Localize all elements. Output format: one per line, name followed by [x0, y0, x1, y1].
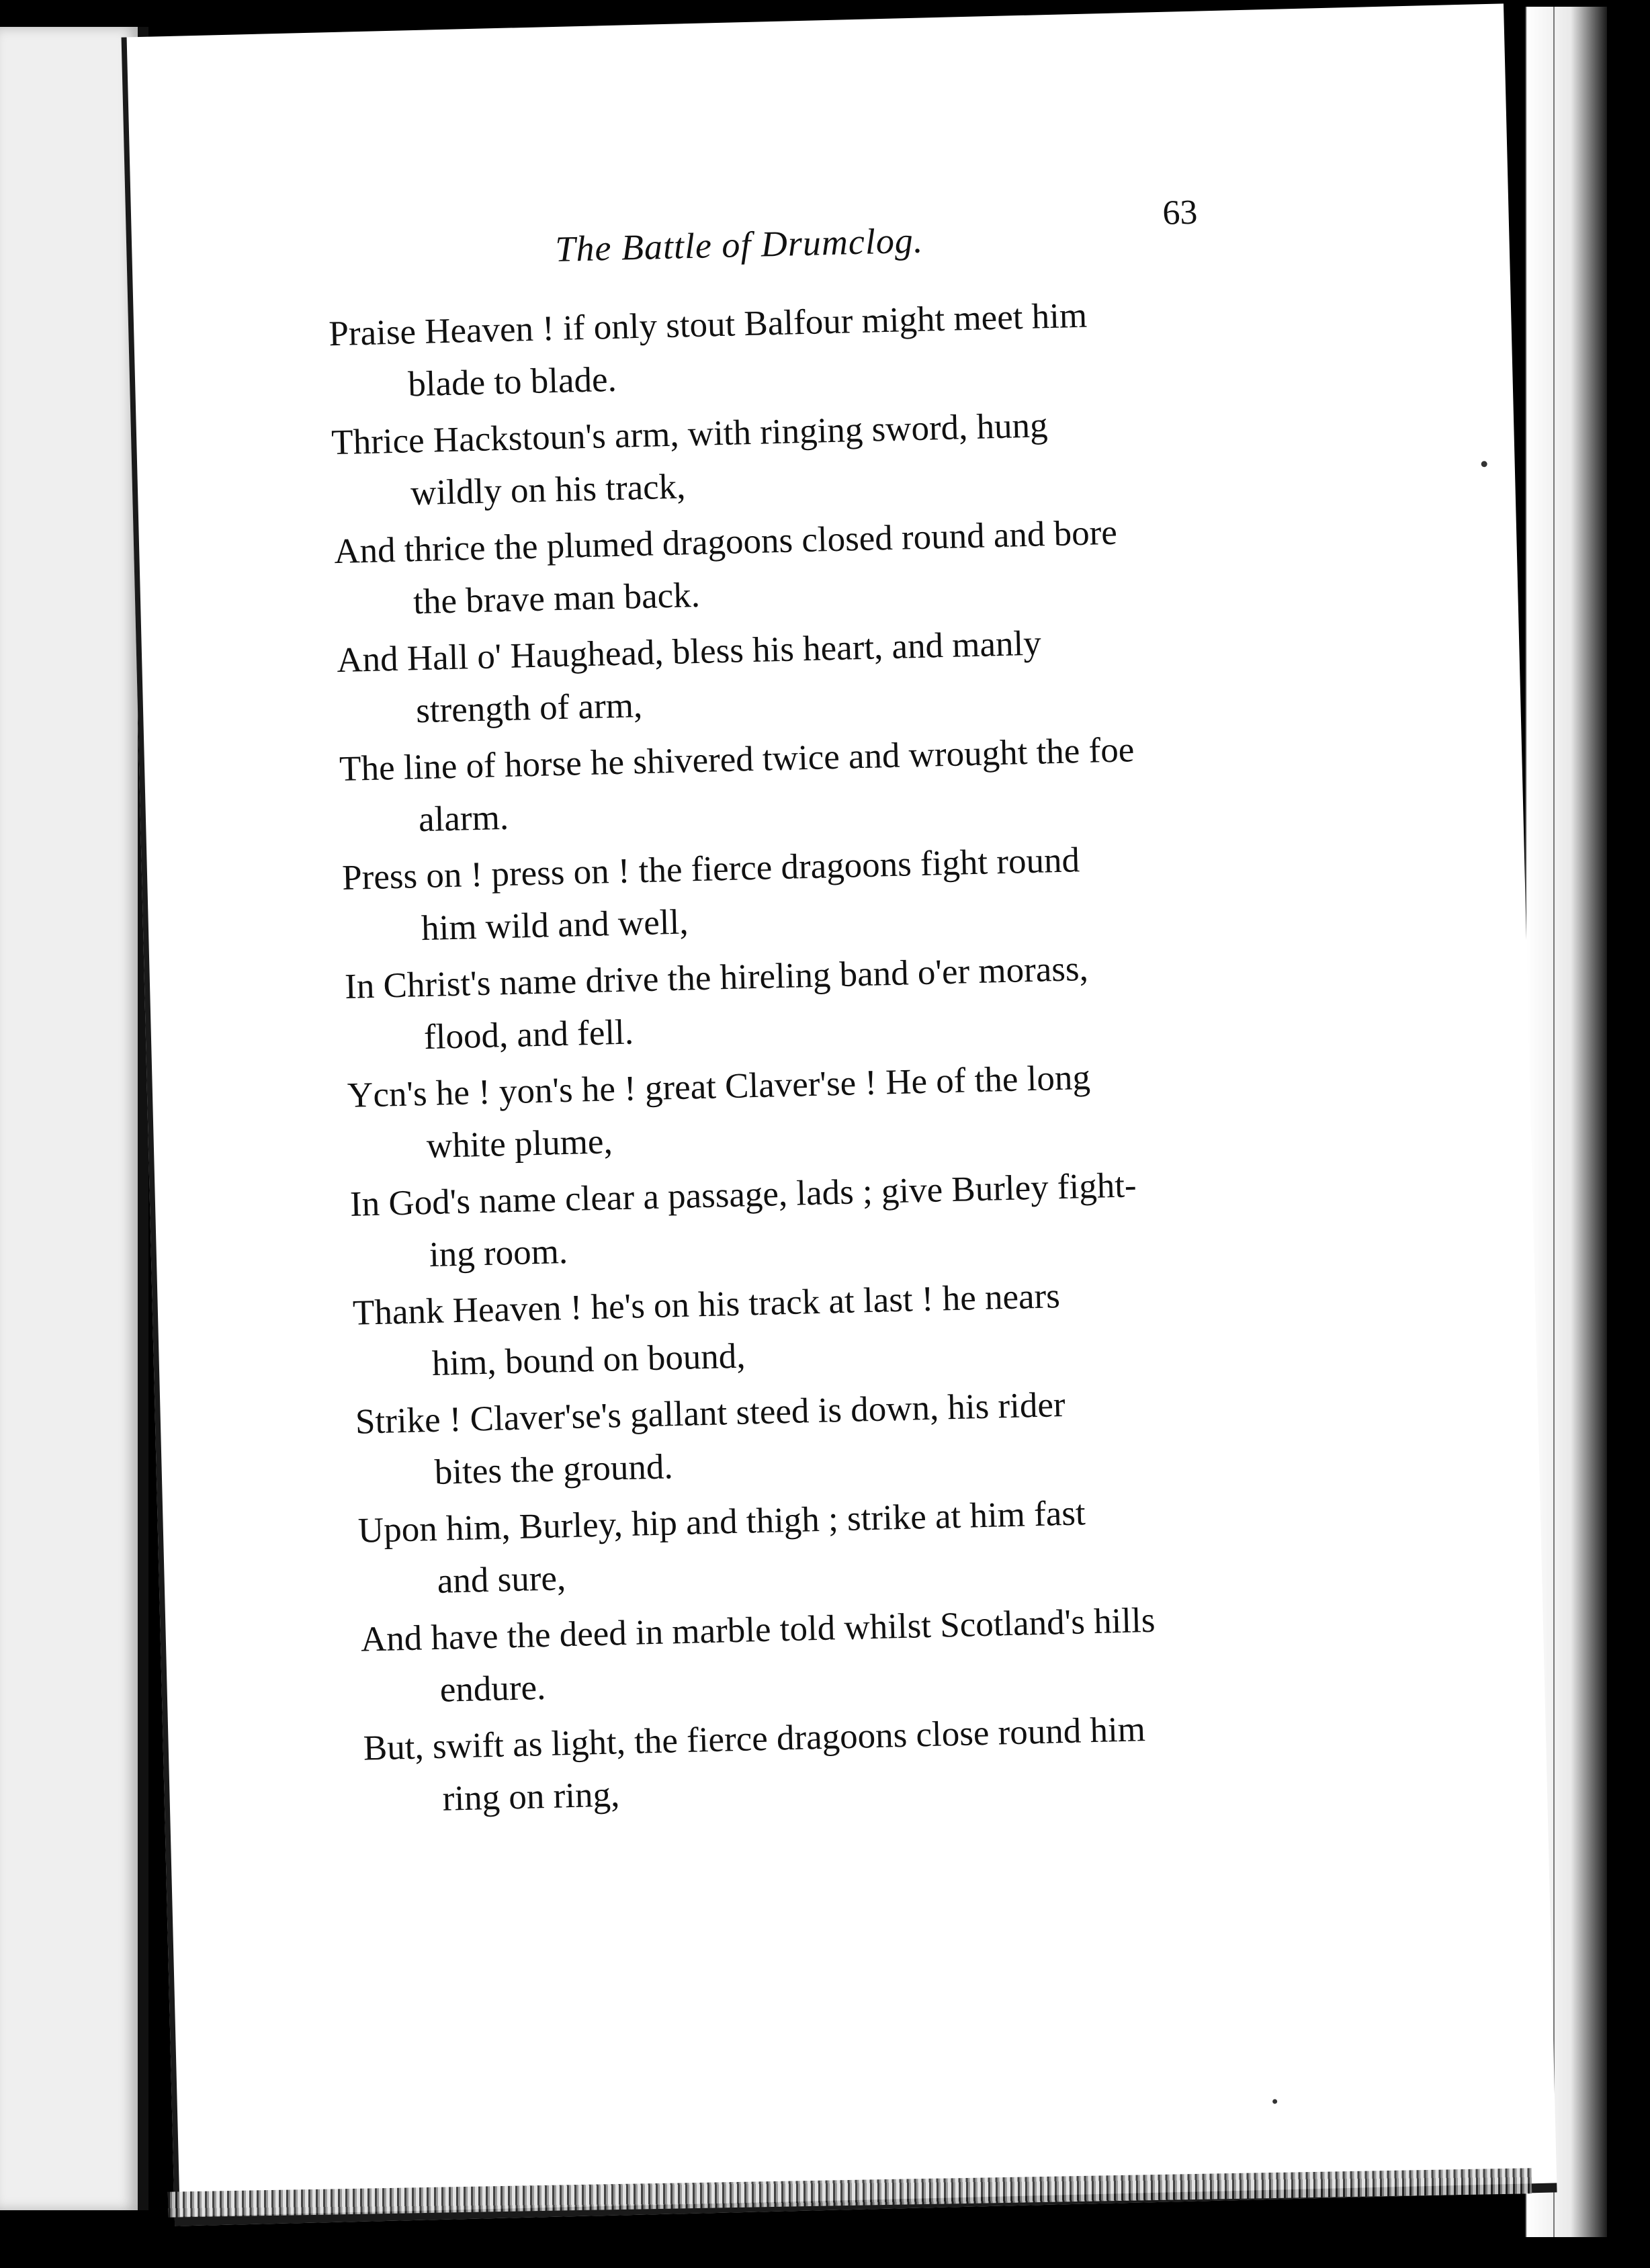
- verse-line-continuation: alarm.: [418, 797, 509, 840]
- verse-line-continuation: him, bound on bound,: [431, 1336, 746, 1383]
- verse-line: Strike ! Claver'se's gallant steed is down, his rider: [355, 1385, 1066, 1442]
- verse-line-continuation: flood, and fell.: [423, 1012, 634, 1057]
- verse-line: Thank Heaven ! he's on his track at last ! he nears: [352, 1276, 1061, 1333]
- print-speck: [1272, 2099, 1277, 2104]
- verse-line-continuation: and sure,: [437, 1559, 566, 1601]
- verse-line: Press on ! press on ! the fierce dragoons fight round: [341, 840, 1080, 898]
- verse-line: And have the deed in marble told whilst Scotland's hills: [360, 1600, 1156, 1659]
- verse-line-continuation: blade to blade.: [407, 359, 617, 404]
- verse-line-continuation: wildly on his track,: [410, 467, 687, 513]
- verse-line: In God's name clear a passage, lads ; give Burley fight-: [349, 1166, 1137, 1224]
- verse-line-continuation: him wild and well,: [421, 902, 689, 949]
- verse-line: Ycn's he ! yon's he ! great Claver'se ! He of the long: [347, 1057, 1091, 1115]
- verse-line-continuation: white plume,: [426, 1122, 613, 1166]
- verse-line-continuation: bites the ground.: [434, 1447, 674, 1492]
- verse-line: And thrice the plumed dragoons closed round and bore: [333, 513, 1118, 572]
- page-number: 63: [1162, 193, 1199, 232]
- verse-line-continuation: endure.: [439, 1667, 546, 1710]
- verse-line: But, swift as light, the fierce dragoons close round him: [363, 1710, 1146, 1768]
- verse-line: Thrice Hackstoun's arm, with ringing sword, hung: [331, 406, 1049, 463]
- verse-line: Praise Heaven ! if only stout Balfour might meet him: [328, 296, 1088, 354]
- verse-line-continuation: strength of arm,: [415, 686, 643, 731]
- verse-line-continuation: the brave man back.: [412, 575, 701, 622]
- verse-line: Upon him, Burley, hip and thigh ; strike at him fast: [357, 1493, 1086, 1551]
- poem-text: [328, 282, 1406, 1831]
- verse-line: In Christ's name drive the hireling band o'er morass,: [344, 949, 1089, 1006]
- facing-page-edge: [0, 27, 148, 2210]
- verse-line-continuation: ing room.: [429, 1231, 568, 1274]
- verse-line: The line of horse he shivered twice and wrought the foe: [339, 730, 1135, 789]
- verse-line-continuation: ring on ring,: [442, 1775, 620, 1819]
- verse-line: And Hall o' Haughead, bless his heart, and manly: [336, 623, 1042, 681]
- print-speck: [1481, 461, 1487, 467]
- running-title: The Battle of Drumclog.: [554, 220, 924, 269]
- book-page: [122, 3, 1557, 2226]
